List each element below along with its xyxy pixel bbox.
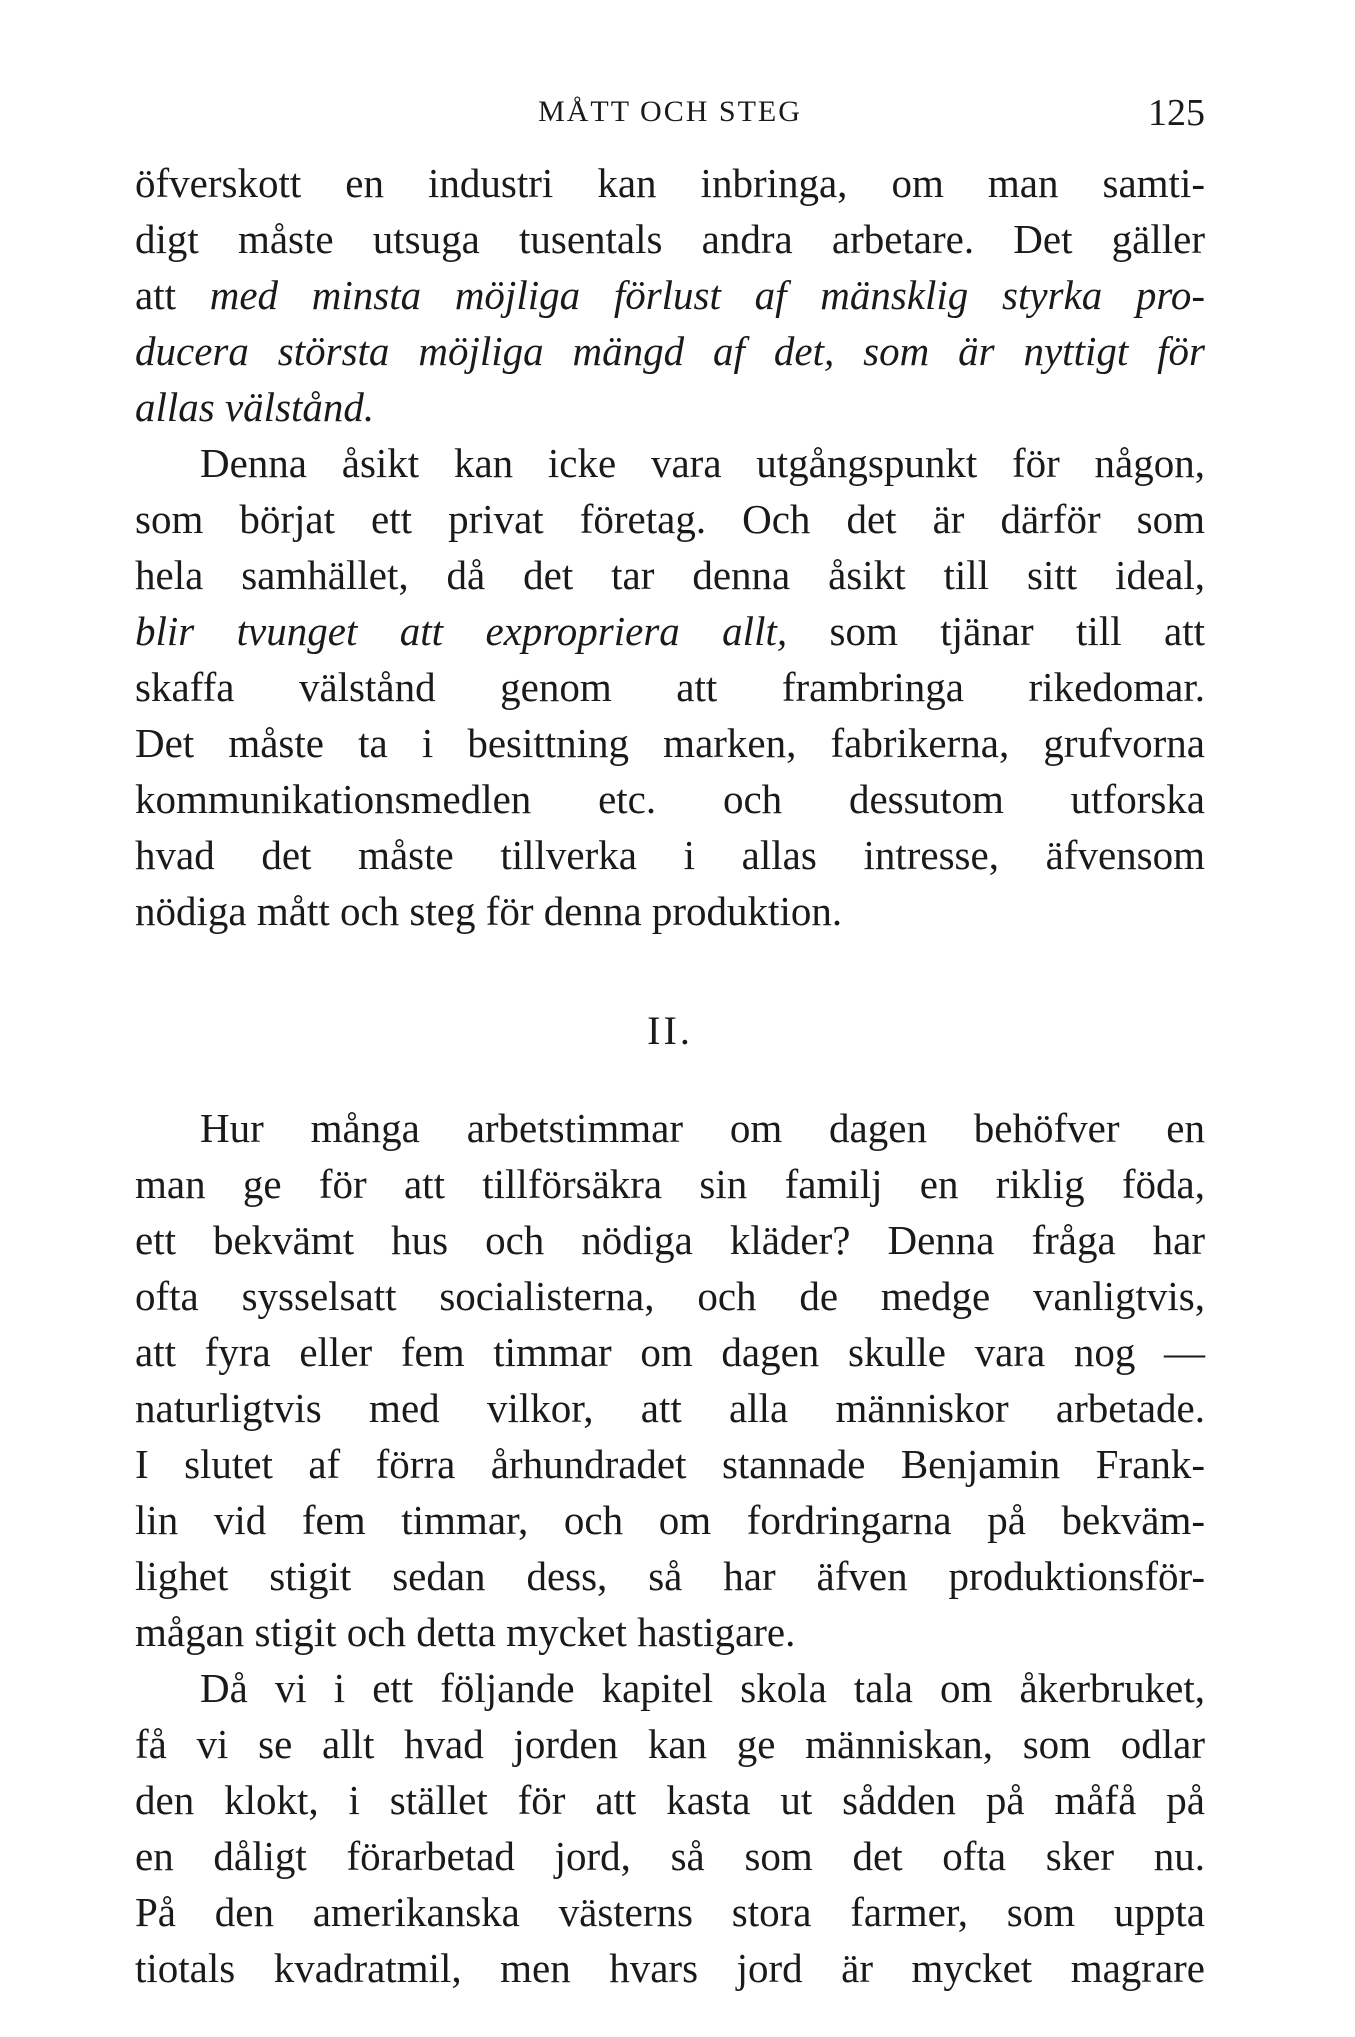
text-line: naturligtvis med vilkor, att alla människor arbetade. (135, 1385, 1205, 1431)
emphasis-text: blir tvunget att expropriera allt, (135, 608, 788, 654)
section-two (135, 1100, 1205, 1996)
emphasis-text: ducera största möjliga mängd af det, som är nyttigt för (135, 328, 1205, 374)
emphasis-text: med minsta möjliga förlust af mänsklig styrka pro- (209, 272, 1206, 318)
page-number: 125 (1148, 92, 1205, 134)
text-line: att fyra eller fem timmar om dagen skulle vara nog — (135, 1329, 1205, 1375)
text-line: ett bekvämt hus och nödiga kläder? Denna fråga har (135, 1217, 1205, 1263)
text-line: få vi se allt hvad jorden kan ge människan, som odlar (135, 1721, 1205, 1767)
text-line: en dåligt förarbetad jord, så som det ofta sker nu. (135, 1833, 1205, 1879)
running-head (135, 92, 1205, 155)
text-line: hela samhället, då det tar denna åsikt till sitt ideal, (135, 552, 1205, 598)
text-fragment: som tjänar till att (829, 608, 1205, 654)
text-line: I slutet af förra århundradet stannade Benjamin Frank- (135, 1441, 1205, 1487)
paragraph-first-line: Denna åsikt kan icke vara utgångspunkt för någon, (200, 440, 1205, 486)
text-line: nödiga mått och steg för denna produktion. (135, 888, 843, 934)
text-line: mågan stigit och detta mycket hastigare. (135, 1609, 796, 1655)
text-line: Det måste ta i besittning marken, fabrikerna, grufvorna (135, 720, 1205, 766)
text-line (135, 267, 1205, 323)
text-line: lin vid fem timmar, och om fordringarna på bekväm- (135, 1497, 1205, 1543)
section-heading: II. (647, 1008, 693, 1053)
book-page (135, 92, 1206, 1996)
text-line: lighet stigit sedan dess, så har äfven produktionsför- (135, 1553, 1205, 1599)
text-line (135, 379, 1205, 435)
text-line: man ge för att tillförsäkra sin familj en riklig föda, (135, 1161, 1205, 1207)
paragraph-first-line: Hur många arbetstimmar om dagen behöfver en (200, 1105, 1205, 1151)
text-line: tiotals kvadratmil, men hvars jord är mycket magrare (135, 1945, 1205, 1991)
paragraph-first-line: Då vi i ett följande kapitel skola tala om åkerbruket, (200, 1665, 1205, 1711)
text-fragment: att (135, 272, 176, 318)
text-line (135, 603, 1205, 659)
text-line: den klokt, i stället för att kasta ut sådden på måfå på (135, 1777, 1205, 1823)
text-line: skaffa välstånd genom att frambringa rikedomar. (135, 664, 1205, 710)
section-one (135, 155, 1205, 939)
text-line (135, 323, 1205, 379)
text-line: hvad det måste tillverka i allas intresse, äfvensom (135, 832, 1205, 878)
text-line: digt måste utsuga tusentals andra arbetare. Det gäller (135, 216, 1205, 262)
text-line: öfverskott en industri kan inbringa, om man samti- (135, 160, 1205, 206)
text-line: kommunikationsmedlen etc. och dessutom utforska (135, 776, 1205, 822)
emphasis-text: allas välstånd. (135, 384, 375, 430)
text-line: ofta sysselsatt socialisterna, och de medge vanligtvis, (135, 1273, 1205, 1319)
running-title: MÅTT OCH STEG (538, 95, 802, 128)
text-line: som börjat ett privat företag. Och det är därför som (135, 496, 1205, 542)
text-line: På den amerikanska västerns stora farmer, som uppta (135, 1889, 1205, 1935)
